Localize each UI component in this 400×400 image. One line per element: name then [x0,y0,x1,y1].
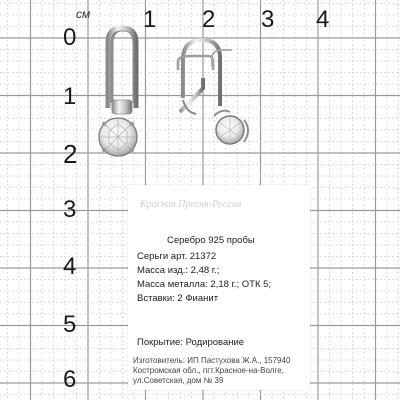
right-gem-prong [214,111,230,116]
ruler-top-2: 2 [202,6,216,33]
tag-maker-line-2: Костромская обл., пгт.Красное-на-Волге, [133,366,284,375]
ruler-left-4: 4 [63,253,77,280]
tag-line-metal: Серебро 925 пробы [167,235,255,246]
ruler-left-1: 1 [63,83,77,110]
tag-line-article: Серьги арт. 21372 [137,251,217,262]
ruler-unit-label: см [76,7,91,21]
right-earring-hook [183,40,220,106]
right-gem-setting [214,111,248,144]
ruler-left-3: 3 [63,196,77,223]
left-earring-lock [112,100,132,114]
ruler-top-3: 3 [261,6,275,33]
tag-line-metal-mass: Масса металла: 2,18 г.; ОТК 5; [137,279,272,290]
tag-maker-line-3: ул.Советская, дом № 39 [133,376,224,385]
left-earring-outline [112,30,134,103]
tag-maker-line-1: Изготовитель: ИП Пастухова Ж.А., 157940 [133,356,291,365]
left-earring [99,28,137,156]
ruler-left-5: 5 [63,311,77,338]
ruler-top-4: 4 [316,6,330,33]
tag-line-mass: Масса изд.: 2,48 г.; [137,265,220,276]
ruler-left-0: 0 [63,24,77,51]
tag-watermark: Красная Пресня-Россия [140,199,242,210]
ruler-left-6: 6 [63,366,77,393]
tag-line-coating: Покрытие: Родирование [137,337,245,348]
ruler-top-1: 1 [143,6,157,33]
ruler-left-2: 2 [63,139,78,169]
tag-line-inserts: Вставки: 2 Фианит [137,293,219,304]
right-earring [178,40,248,144]
